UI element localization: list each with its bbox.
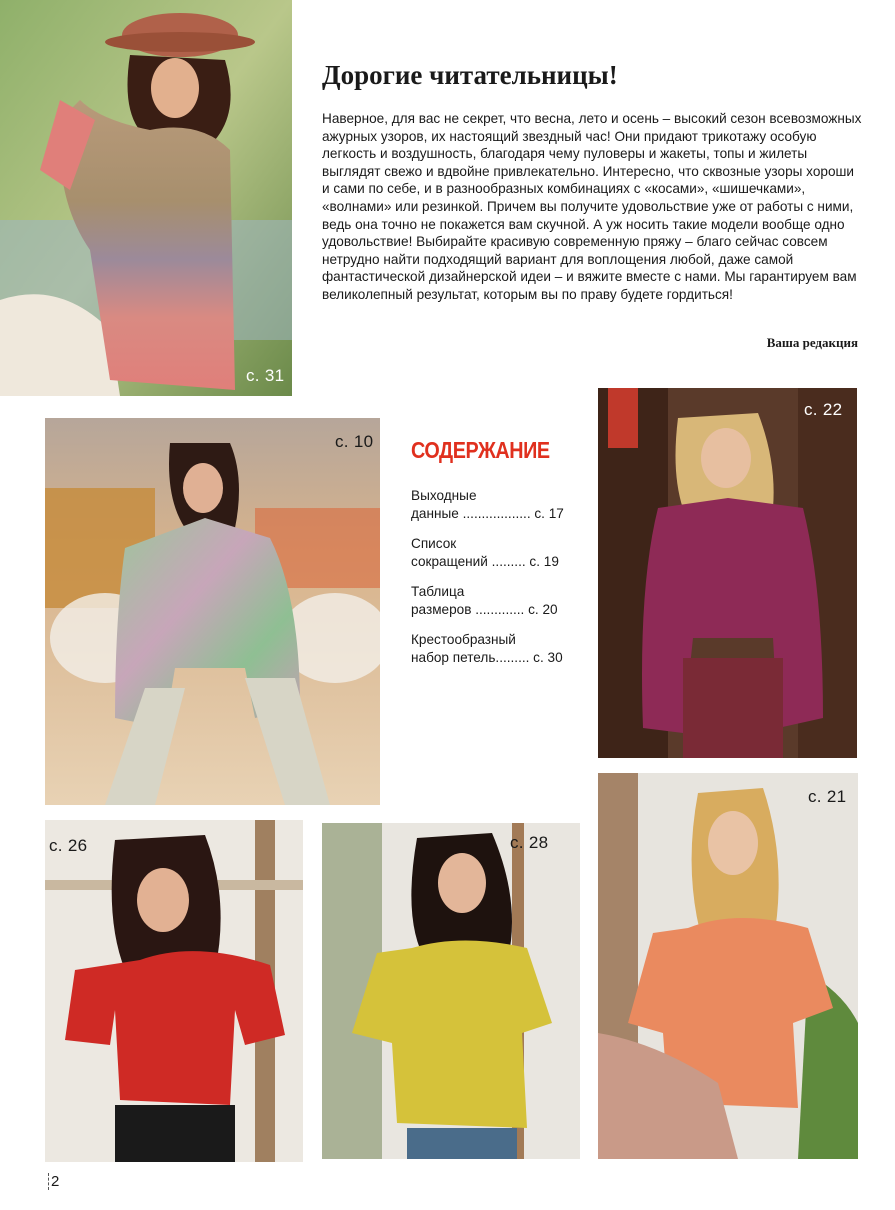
photo-red-crochet-top [45, 820, 303, 1162]
contents-heading: СОДЕРЖАНИЕ [411, 437, 550, 463]
page-number: 2 [48, 1173, 59, 1190]
contents-item: Крестообразный набор петель......... с. 30 [411, 632, 563, 665]
photo-zigzag-sweater [45, 418, 380, 805]
photo-coral-wrap-cardigan [598, 773, 858, 1159]
editorial-signature: Ваша редакция [766, 335, 858, 350]
intro-text: Наверное, для вас не секрет, что весна, лето и осень – высокий сезон всевозможных ажурных узоров, их настоящий звездный час! Они придают трикотажу особую легкость и воздушность, благодаря чему пуловеры и жакеты, топы и жилеты выглядят свежо и вдвойне привлекательно. Интересно, что сквозные узоры хороши и сами по себе, и в разнообразных комбинациях с «косами», «шишечками», «волнами» или резинкой. Причем вы получите удовольствие уже от работы с ними, ведь она точно не покажется вам скучной. А уж носить такие модели вообще одно удовольствие! Выбирайте красивую современную пряжу – благо сейчас совсем нетрудно найти подходящий вариант для воплощения любой, даже самой фантастической дизайнерской идеи – и вяжите вместе с нами. Мы гарантируем вам великолепный результат, которым вы по праву будете гордиться! [322, 111, 862, 302]
page-ref-31: с. 31 [246, 366, 285, 385]
contents-item: Выходные данные .................. с. 17 [411, 488, 564, 521]
photo-plum-pullover [598, 388, 857, 758]
page-ref-22: с. 22 [804, 400, 843, 419]
page-ref-21: с. 21 [808, 787, 847, 806]
contents-item: Таблица размеров ............. с. 20 [411, 584, 558, 617]
page-ref-26: с. 26 [49, 836, 88, 855]
photo-striped-sweater [0, 0, 292, 396]
page-ref-28: с. 28 [510, 833, 549, 852]
contents-list [411, 487, 586, 679]
page-ref-10: с. 10 [335, 432, 374, 451]
contents-item: Список сокращений ......... с. 19 [411, 536, 559, 569]
page-title: Дорогие читательницы! [322, 60, 618, 90]
photo-yellow-crochet-tunic [322, 823, 580, 1159]
